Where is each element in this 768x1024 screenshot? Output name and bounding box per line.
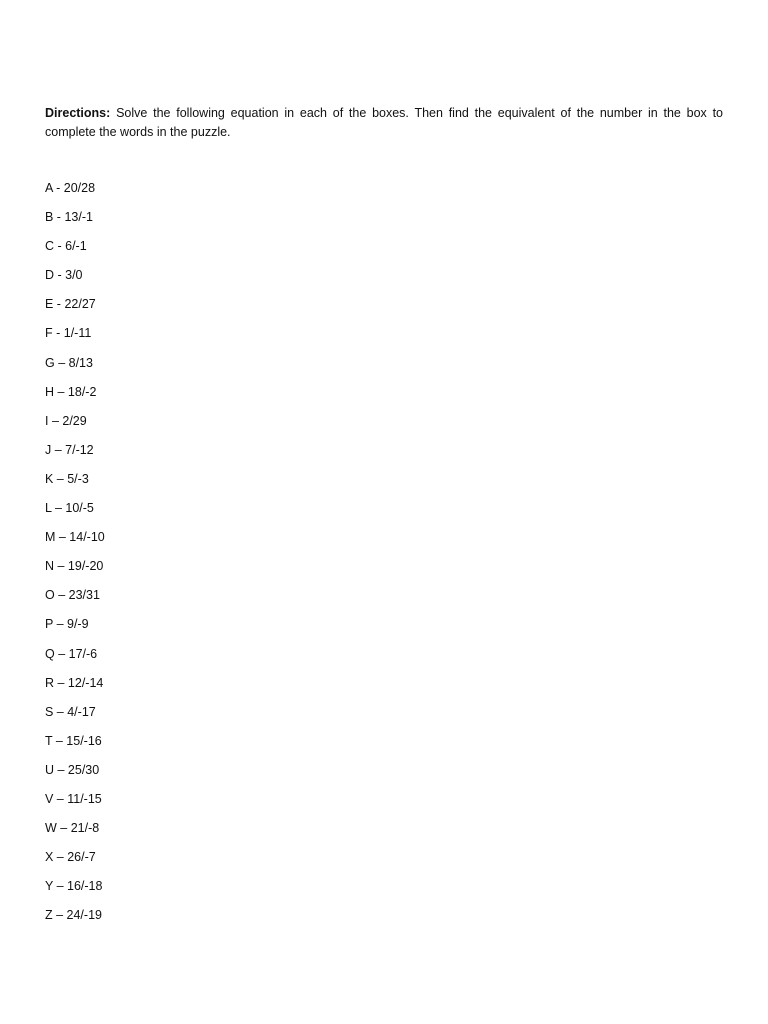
letter-key-item: N – 19/-20 <box>45 559 104 574</box>
letter-key-item: E - 22/27 <box>45 297 96 312</box>
letter-key-item: G – 8/13 <box>45 355 93 370</box>
letter-key-item: M – 14/-10 <box>45 530 105 545</box>
letter-key-item: Z – 24/-19 <box>45 908 102 923</box>
letter-key-item: K – 5/-3 <box>45 471 89 486</box>
document-page <box>45 104 723 923</box>
letter-key-list <box>45 180 105 936</box>
letter-key-item: O – 23/31 <box>45 588 100 603</box>
letter-key-item: F - 1/-11 <box>45 326 92 341</box>
letter-key-item: X – 26/-7 <box>45 850 96 865</box>
letter-key-item: S – 4/-17 <box>45 704 96 719</box>
letter-key-item: P – 9/-9 <box>45 617 89 632</box>
letter-key-item: D - 3/0 <box>45 268 83 283</box>
letter-key-item: T – 15/-16 <box>45 733 102 748</box>
letter-key-item: U – 25/30 <box>45 762 100 777</box>
letter-key-item: R – 12/-14 <box>45 675 104 690</box>
letter-key-item: H – 18/-2 <box>45 384 97 399</box>
letter-key-item: V – 11/-15 <box>45 791 102 806</box>
directions-text: Solve the following equation in each of the boxes. Then find the equivalent of the number in the box to complete the words in the puzzle. <box>45 106 723 139</box>
directions-paragraph <box>45 104 723 142</box>
letter-key-item: Y – 16/-18 <box>45 879 103 894</box>
directions-label: Directions: <box>45 106 111 120</box>
letter-key-item: C - 6/-1 <box>45 239 87 254</box>
letter-key-item: I – 2/29 <box>45 413 87 428</box>
letter-key-item: A - 20/28 <box>45 181 96 195</box>
letter-key-item: Q – 17/-6 <box>45 646 98 661</box>
letter-key-item: J – 7/-12 <box>45 442 94 457</box>
letter-key-item: W – 21/-8 <box>45 821 100 836</box>
letter-key-item: L – 10/-5 <box>45 501 94 516</box>
letter-key-item: B - 13/-1 <box>45 210 93 225</box>
